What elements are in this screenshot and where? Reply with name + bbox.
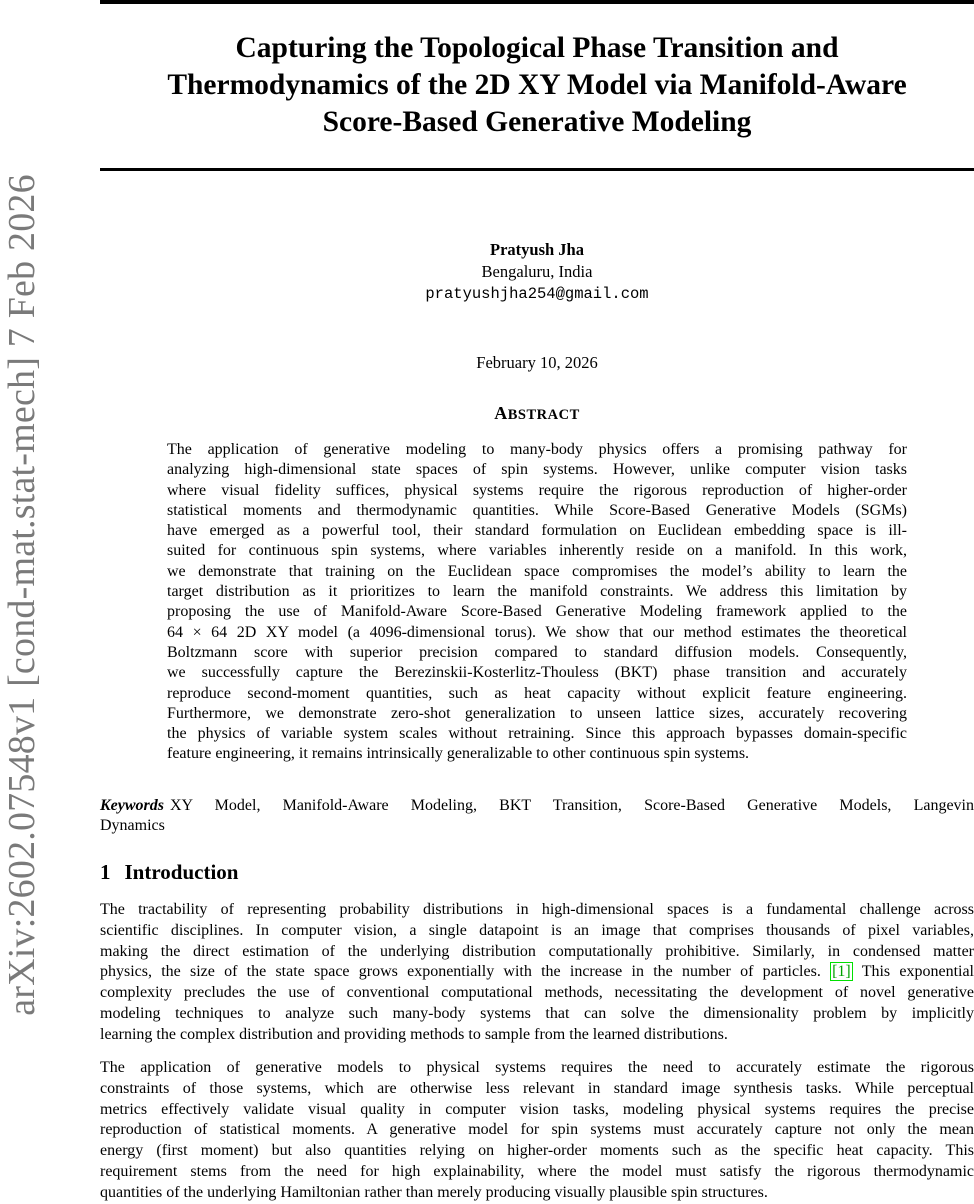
paragraph-line: we successfully capture the Berezinskii-Kosterlitz-Thouless (BKT) phase transition and accurately <box>167 664 907 682</box>
paragraph-line <box>100 962 974 983</box>
paragraph-line: requirement stems from the need for high explainability, where the model must satisfy the rigorous thermodynamic <box>100 1162 974 1180</box>
paragraph-line: scientific disciplines. In computer vision, a single datapoint is an image that comprises thousands of pixel variables, <box>100 921 974 939</box>
paragraph-line: modeling techniques to analyze such many-body systems that can solve the dimensionality problem by implicitly <box>100 1004 974 1022</box>
title-top-rule <box>100 0 974 4</box>
paragraph-line: learning the complex distribution and providing methods to sample from the learned distributions. <box>100 1025 728 1043</box>
paragraph-line: statistical moments and thermodynamic quantities. While Score-Based Generative Models (SGMs) <box>167 501 907 519</box>
title-bottom-rule <box>100 168 974 171</box>
paragraph-line: 64 × 64 2D XY model (a 4096-dimensional torus). We show that our method estimates the theoretical <box>167 623 907 641</box>
paragraph-line: suited for continuous spin systems, where variables inherently reside on a manifold. In this work, <box>167 542 907 560</box>
section-title: Introduction <box>124 860 239 884</box>
intro-paragraph-2 <box>100 1058 974 1204</box>
paragraph-line: reproduce second-moment quantities, such as heat capacity without explicit feature engineering. <box>167 684 907 702</box>
title-line: Thermodynamics of the 2D XY Model via Manifold-Aware <box>167 69 907 101</box>
paragraph-line: where visual fidelity suffices, physical systems require the rigorous reproduction of higher-order <box>167 481 907 499</box>
paragraph-line: energy (first moment) but also quantities relying on higher-order moments such as the specific heat capacity. This <box>100 1142 974 1160</box>
arxiv-sidebar <box>0 0 44 1200</box>
paragraph-line: The application of generative models to physical systems requires the need to accurately estimate the rigorous <box>100 1059 974 1076</box>
title-line: Capturing the Topological Phase Transition and <box>235 32 839 64</box>
arxiv-identifier: arXiv:2602.07548v1 [cond-mat.stat-mech] 7 Feb 2026 <box>1 174 43 1016</box>
abstract-heading-initial: A <box>494 403 508 423</box>
paper-date: February 10, 2026 <box>476 353 598 372</box>
keywords-label: Keywords <box>100 797 164 814</box>
paragraph-text: physics, the size of the state space grows exponentially with the increase in the number of particles. <box>100 963 821 981</box>
paragraph-line: metrics effectively validate visual quality in computer vision tasks, modeling physical systems requires the precise <box>100 1100 974 1118</box>
author-name: Pratyush Jha <box>490 240 584 259</box>
paragraph-line: analyzing high-dimensional state spaces of spin systems. However, unlike computer vision tasks <box>167 461 907 479</box>
paragraph-line: The application of generative modeling to many-body physics offers a promising pathway for <box>167 441 907 458</box>
paper-title <box>100 30 974 141</box>
title-line: Score-Based Generative Modeling <box>322 106 752 138</box>
paragraph-line: Boltzmann score with superior precision compared to standard diffusion models. Consequently, <box>167 643 907 661</box>
paragraph-line: reproduction of statistical moments. A generative model for spin systems must accurately capture not only the mean <box>100 1121 974 1139</box>
section-heading <box>100 860 238 885</box>
paragraph-text: This exponential <box>861 963 974 981</box>
paragraph-line: complexity precludes the use of conventional computational methods, necessitating the development of novel generative <box>100 984 974 1002</box>
paragraph-line: Furthermore, we demonstrate zero-shot generalization to unseen lattice sizes, accurately recovering <box>167 704 907 722</box>
keywords <box>100 796 974 837</box>
paragraph-line: the physics of variable system scales without retraining. Since this approach bypasses domain-specific <box>167 725 907 743</box>
paragraph-line: proposing the use of Manifold-Aware Score-Based Generative Modeling framework applied to the <box>167 603 907 621</box>
author-location: Bengaluru, India <box>481 262 593 281</box>
author-email[interactable]: pratyushjha254@gmail.com <box>425 285 649 303</box>
intro-paragraph-1 <box>100 900 974 1046</box>
abstract-heading-rest: BSTRACT <box>507 407 580 423</box>
paragraph-line: quantities of the underlying Hamiltonian rather than merely producing visually plausible spin structures. <box>100 1183 768 1201</box>
section-number: 1 <box>100 860 111 884</box>
paragraph-line: The tractability of representing probability distributions in high-dimensional spaces is a fundamental challenge across <box>100 901 974 918</box>
paragraph-line: constraints of those systems, which are otherwise less relevant in standard image synthesis tasks. While perceptual <box>100 1079 974 1097</box>
abstract-heading <box>100 403 974 424</box>
keywords-line: Dynamics <box>100 817 165 835</box>
citation-link[interactable]: [1] <box>832 963 851 981</box>
abstract-body <box>167 440 907 765</box>
paragraph-line: have emerged as a powerful tool, their standard formulation on Euclidean embedding space is ill- <box>167 522 907 540</box>
paragraph-line: we demonstrate that training on the Euclidean space compromises the model’s ability to learn the <box>167 562 907 580</box>
paragraph-line: feature engineering, it remains intrinsically generalizable to other continuous spin systems. <box>167 745 750 763</box>
author-block <box>100 239 974 305</box>
paragraph-line: target distribution as it prioritizes to learn the manifold constraints. We address this limitation by <box>167 583 907 601</box>
keywords-line: XY Model, Manifold-Aware Modeling, BKT Transition, Score-Based Generative Models, Langevin <box>170 797 974 814</box>
paragraph-line: making the direct estimation of the underlying distribution computationally prohibitive. Similarly, in condensed matter <box>100 942 974 960</box>
